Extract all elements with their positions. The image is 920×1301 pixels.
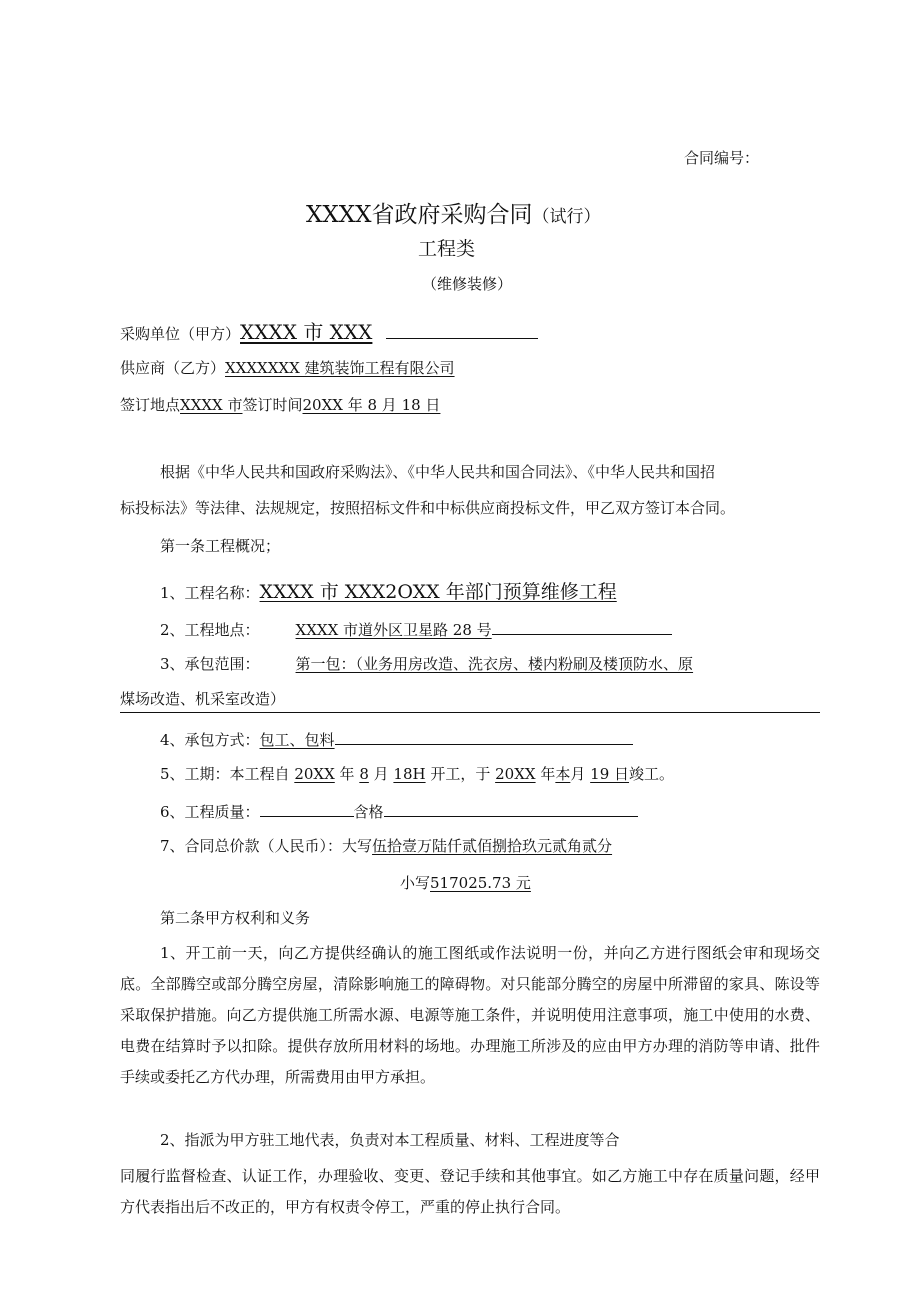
buyer-label: 采购单位（甲方） <box>120 325 241 343</box>
sign-time-label: 签订时间 <box>242 396 303 414</box>
buyer-value: XXXX 市 XXX <box>240 320 373 344</box>
document-category: （维修装修） <box>422 275 513 293</box>
sign-time-value: 20XX 年 8 月 18 日 <box>302 396 441 414</box>
article-2-title: 第二条甲方权利和义务 <box>160 909 311 927</box>
item-3-label: 3、承包范围： <box>160 655 260 673</box>
small-amount-value: 517025.73 元 <box>430 874 531 892</box>
intro-line-1: 根据《中华人民共和国政府采购法》、《中华人民共和国合同法》、《中华人民共和国招 <box>160 463 716 481</box>
intro-line-2: 标投标法》等法律、法规规定，按照招标文件和中标供应商投标文件，甲乙双方签订本合同。 <box>120 499 736 517</box>
item-5-start-month: 8 <box>359 765 369 783</box>
buyer-line <box>120 320 538 346</box>
supplier-line <box>120 358 455 378</box>
article-2-paragraph-2-rest: 同履行监督检查、认证工作，办理验收、变更、登记手续和其他事宜。如乙方施工中存在质量问题，经甲方代表指出后不改正的，甲方有权责令停工，严重的停止执行合同。 <box>120 1167 820 1216</box>
contract-number-label: 合同编号： <box>684 149 760 167</box>
item-3-value: 第一包：（业务用房改造、洗衣房、楼内粉刷及楼顶防水、原 <box>295 655 694 673</box>
title-main: XXXX省政府采购合同 <box>306 202 533 228</box>
item-4-value: 包工、包料 <box>259 731 335 749</box>
item-7 <box>160 836 612 856</box>
document-title <box>306 200 601 232</box>
item-5-end-year: 20XX <box>495 765 536 783</box>
article-2-paragraph-2-first-line: 2、指派为甲方驻工地代表，负责对本工程质量、材料、工程进度等合 <box>160 1131 620 1149</box>
item-6-blank-line-2 <box>384 800 638 817</box>
item-5-start-day: 18H <box>393 765 426 783</box>
item-5-text-3: 月 <box>368 765 394 783</box>
item-5-start-year: 20XX <box>294 765 335 783</box>
item-6-label: 6、工程质量： <box>160 803 260 821</box>
article-2-paragraph-1: 1、开工前一天，向乙方提供经确认的施工图纸或作法说明一份，并向乙方进行图纸会审和现场交底。全部腾空或部分腾空房屋，清除影响施工的障碍物。对只能部分腾空的房屋中所滞留的家具、陈设等采取保护措施。向乙方提供施工所需水源、电源等施工条件，并说明使用注意事项，施工中使用的水费、电费在结算时予以扣除。提供存放所用材料的场地。办理施工所涉及的应由甲方办理的消防等申请、批件手续或委托乙方代办理，所需费用由甲方承担。 <box>120 944 820 1086</box>
item-2 <box>160 618 672 640</box>
item-5-end-month: 本 <box>555 765 571 783</box>
small-amount <box>400 873 531 893</box>
sign-place-value: XXXX 市 <box>180 396 243 414</box>
small-amount-label: 小写 <box>400 874 431 892</box>
item-6-blank-line <box>260 800 354 817</box>
item-6-value: 含格 <box>353 803 384 821</box>
item-1 <box>160 580 617 605</box>
item-2-blank-line <box>492 618 672 635</box>
item-3 <box>160 654 693 674</box>
item-7-label: 7、合同总价款（人民币）：大写 <box>160 837 373 855</box>
item-3-underline <box>120 712 820 713</box>
item-5-text-5: 年 <box>535 765 556 783</box>
buyer-blank-line <box>386 322 538 339</box>
document-subtitle: 工程类 <box>418 238 476 260</box>
article-1-title: 第一条工程概况； <box>160 537 281 555</box>
supplier-value: XXXXXXX 建筑装饰工程有限公司 <box>225 359 455 377</box>
signing-line <box>120 395 440 415</box>
item-1-value: XXXX 市 XXX2OXX 年部门预算维修工程 <box>259 581 617 603</box>
item-5-text-7: 竣工。 <box>629 765 675 783</box>
item-5-end-day: 19 日 <box>590 765 630 783</box>
item-7-value: 伍拾壹万陆仟贰佰捌拾玖元贰角贰分 <box>372 837 613 855</box>
item-4-label: 4、承包方式： <box>160 731 260 749</box>
item-5-text-1: 5、工期：本工程自 <box>160 765 295 783</box>
item-6 <box>160 800 638 822</box>
item-5-text-6: 月 <box>570 765 591 783</box>
item-5 <box>160 764 674 784</box>
item-5-text-2: 年 <box>334 765 360 783</box>
item-1-label: 1、工程名称： <box>160 584 260 602</box>
item-2-value: XXXX 市道外区卫星路 28 号 <box>295 621 492 639</box>
item-4-blank-line <box>335 728 633 745</box>
sign-place-label: 签订地点 <box>120 396 181 414</box>
item-4 <box>160 728 633 750</box>
item-3-continuation: 煤场改造、机采室改造） <box>120 690 286 708</box>
title-trial: （试行） <box>532 207 601 227</box>
item-2-label: 2、工程地点： <box>160 621 260 639</box>
item-5-text-4: 开工，于 <box>425 765 496 783</box>
supplier-label: 供应商（乙方） <box>120 359 226 377</box>
